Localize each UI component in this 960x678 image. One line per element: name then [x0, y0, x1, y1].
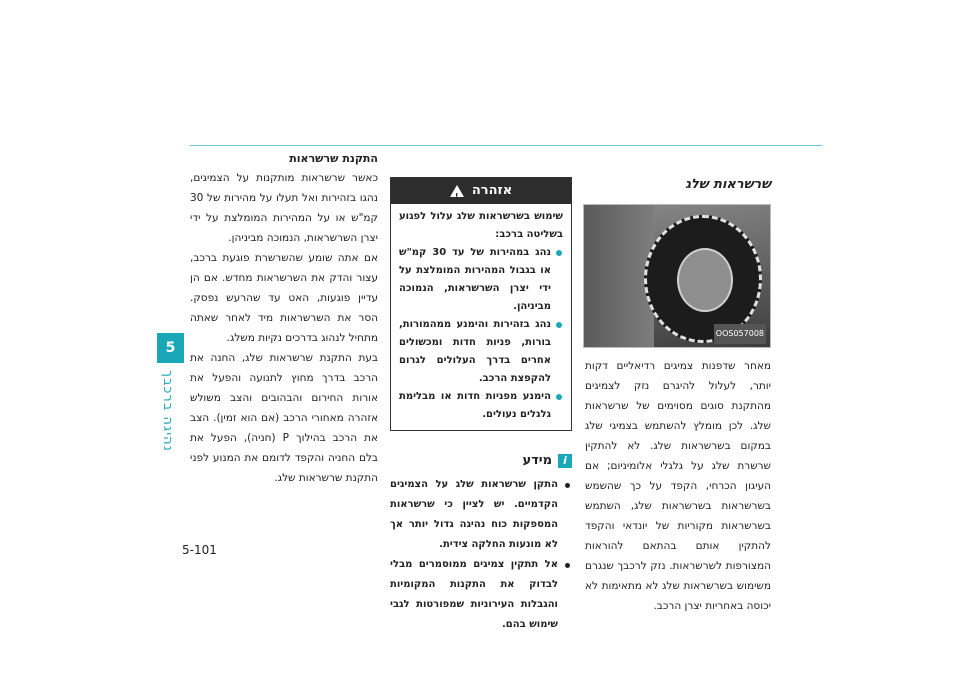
top-rule	[190, 145, 822, 146]
warning-body	[391, 204, 571, 430]
info-title: מידע	[522, 453, 552, 468]
info-item: אל תתקין צמיגים ממוסמרים מבלי לבדוק את התקנות המקומיות והגבלות העירוניות שמפורטות לגבי שימוש בהם.	[390, 555, 558, 635]
warning-box	[390, 177, 572, 431]
chapter-title: נהיגה ברכבך	[160, 370, 175, 452]
warning-list	[399, 244, 563, 424]
snow-chains-heading: שרשראות שלג	[685, 177, 771, 192]
installation-paragraph-2: אם אתה שומע שהשרשרת פוגעת ברכב, עצור והדק את השרשראות מחדש. אם הן עדיין פוגעות, האט עד שהרעש נפסק. הסר את השרשראות מיד לאחר שאתה מתחיל לנהוג בדרכים נקיות משלג.	[190, 252, 378, 344]
info-item: התקן שרשראות שלג על הצמיגים הקדמיים. יש לציין כי שרשראות המספקות כוח נהיגה גדול יותר אך לא מונעות החלקה צידית.	[390, 475, 558, 555]
info-icon: i	[558, 454, 572, 468]
warning-title: אזהרה	[471, 183, 513, 198]
warning-item: הימנע מפניות חדות או מבלימת גלגלים נעולים.	[399, 388, 551, 424]
image-code: OOS057008	[714, 324, 766, 344]
warning-column	[390, 177, 572, 635]
chapter-tab: 5	[157, 333, 184, 363]
installation-column	[190, 150, 378, 488]
snow-chains-text: מאחר שדפנות צמיגים רדיאליים דקות יותר, לעלול להיגרם נזק לצמיגים מהתקנת סוגים מסוימים של שרשראות שלג. לכן מומלץ להשתמש בצמיגי שלג במקום בשרשראות שלג. לא להתקין שרשרת שלג על גלגלי אלומיניום; אם העיגון הכרחי, הקפד על כך שהשמש בשרשראות בשרשראות שלג, השתמש בשרשראות מקוריות של יונדאי והקפד להתקין אותם בהתאם להוראות המצורפות לשרשראות. נזק לרכבך שנגרם משימוש בשרשראות שלג לא מתאימות לא יכוסה באחריות יצרן הרכב.	[585, 360, 771, 612]
installation-paragraph-3: בעת התקנת שרשראות שלג, החנה את הרכב בדרך מחוץ לתנועה והפעל את אורות החירום והבהובים והצב משולש אזהרה מאחורי הרכב (אם הוא זמין). הצב את הרכב בהילוך P (חניה), הפעל את בלם החניה והקפד לדומם את המנוע לפני התקנת שרשראות שלג.	[190, 352, 378, 484]
info-header	[390, 451, 572, 471]
wheel-rim-image	[677, 248, 733, 312]
page-number: 5-101	[182, 543, 217, 557]
warning-item: נהג במהירות של עד 30 קמ"ש או בגבול המהירות המומלצת על ידי יצרן השרשראות, הנמוכה מביניהן.	[399, 244, 551, 316]
warning-header	[391, 178, 571, 204]
installation-heading: התקנת שרשראות	[289, 152, 378, 165]
info-list	[390, 475, 572, 635]
installation-paragraph-1: כאשר שרשראות מותקנות על הצמיגים, נהגו בזהירות ואל תעלו על מהירות של 30 קמ"ש או על המהירות המומלצת על ידי יצרן השרשראות, הנמוכה מביניהן.	[190, 172, 378, 244]
warning-triangle-icon: !	[450, 185, 464, 197]
warning-item: נהג בזהירות והימנע ממהמורות, בורות, פניות חדות ומכשולים אחרים בדרך העלולים לגרום להקפצת הרכב.	[399, 316, 551, 388]
snow-chain-photo	[583, 204, 771, 348]
snow-chains-column	[585, 176, 771, 616]
warning-intro: שימוש בשרשראות שלג עלול לפגוע בשליטה ברכב:	[399, 211, 563, 240]
